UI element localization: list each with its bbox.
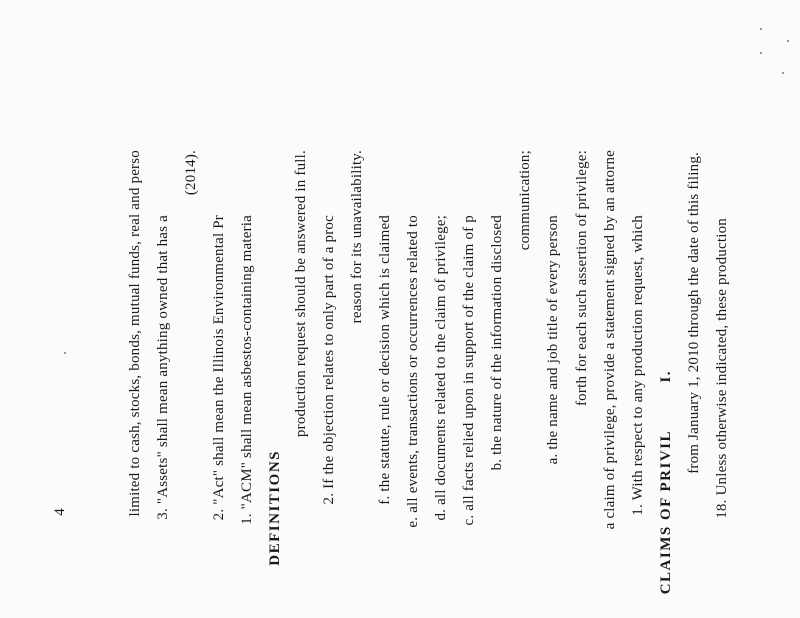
body-line: 2. If the objection relates to only part of a proc [321,215,337,505]
list-item: e. all events, transactions or occurrences related to [405,215,421,528]
list-item: a. the name and job title of every person [545,215,561,465]
scan-speck [760,28,762,30]
body-line: a claim of privilege, provide a statement signed by an attorne [602,150,618,530]
body-line: reason for its unavailability. [349,150,365,324]
list-item: b. the nature of the information disclosed [489,215,505,471]
section-heading-claims-of-privilege: CLAIMS OF PRIVIL [658,430,674,595]
list-item: f. the statute, rule or decision which is claimed [377,215,393,505]
list-item: d. all documents related to the claim of privilege; [433,215,449,521]
body-line: from January 1, 2010 through the date of this filing. [686,152,702,474]
body-line: communication; [517,150,533,251]
scan-speck [787,40,789,42]
body-line: 1. With respect to any production request, which [630,215,646,516]
scan-speck [782,72,784,74]
list-item: c. all facts relied upon in support of the claim of p [461,215,477,526]
definition-item: 1. "ACM" shall mean asbestos-containing materia [239,215,255,525]
body-line: 18. Unless otherwise indicated, these production [714,218,730,519]
body-line: limited to cash, stocks, bonds, mutual funds, real and perso [127,150,143,517]
page-number: 4 [52,508,68,516]
section-heading-definitions: DEFINITIONS [267,450,283,566]
definition-item: 2. "Act" shall mean the Illinois Environmental Pr [211,215,227,521]
body-line: forth for each such assertion of privilege: [574,150,590,407]
body-line: production request should be answered in full. [293,150,309,438]
section-number: I. [658,370,674,383]
body-line: (2014). [183,150,199,196]
scan-speck [760,52,762,54]
definition-item: 3. "Assets" shall mean anything owned that has a [155,215,171,520]
scan-speck [64,352,66,354]
